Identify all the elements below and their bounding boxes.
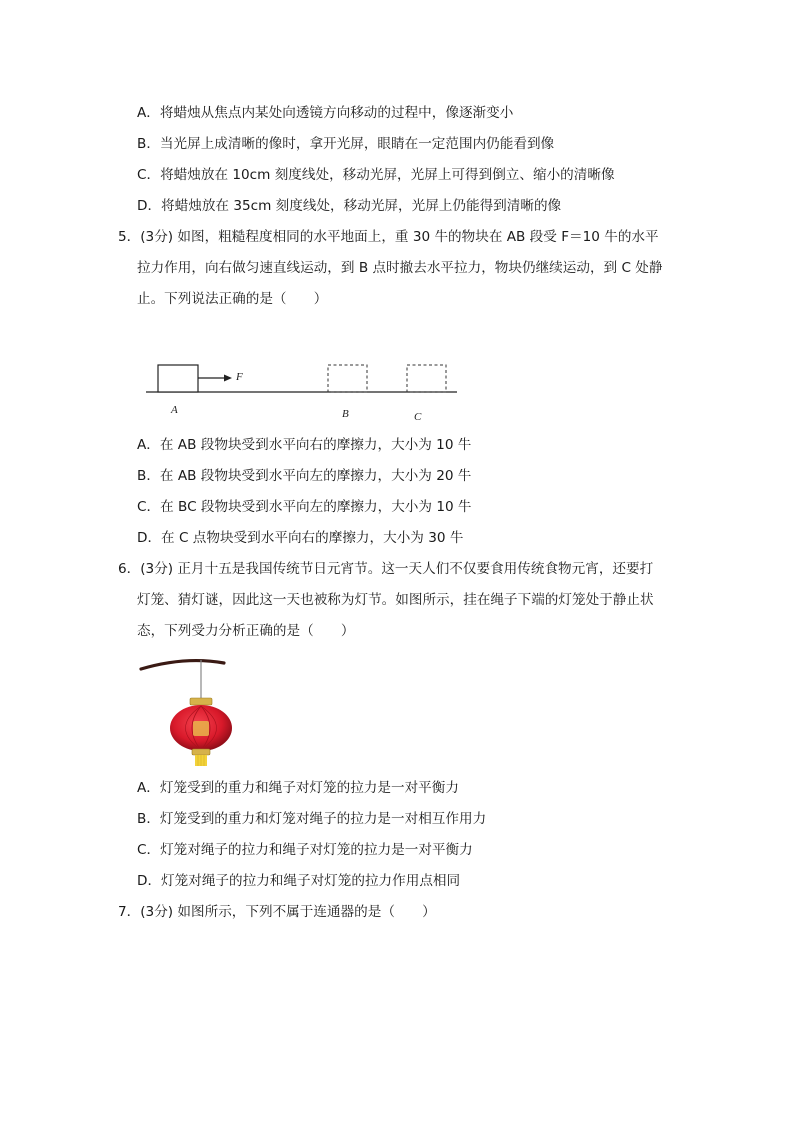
q5-stem-line1: 5．(3分) 如图，粗糙程度相同的水平地面上，重 30 牛的物块在 AB 段受 F＝10 牛的水平 — [118, 229, 659, 245]
q5-stem-line3: 止。下列说法正确的是（ ） — [137, 291, 328, 307]
q4-option-c: C．将蜡烛放在 10cm 刻度线处，移动光屏，光屏上可得到倒立、缩小的清晰像 — [137, 167, 615, 183]
q6-option-c: C．灯笼对绳子的拉力和绳子对灯笼的拉力是一对平衡力 — [137, 842, 473, 858]
q5-option-a: A．在 AB 段物块受到水平向右的摩擦力，大小为 10 牛 — [137, 437, 472, 453]
lantern-top-cap — [190, 698, 212, 705]
q4-option-d: D．将蜡烛放在 35cm 刻度线处，移动光屏，光屏上仍能得到清晰的像 — [137, 198, 562, 214]
q5-stem-line2: 拉力作用，向右做匀速直线运动，到 B 点时撤去水平拉力，物块仍继续运动，到 C 处静 — [137, 260, 663, 276]
q4-option-a: A．将蜡烛从焦点内某处向透镜方向移动的过程中，像逐渐变小 — [137, 105, 514, 121]
q6-stem-line3: 态，下列受力分析正确的是（ ） — [137, 623, 355, 639]
q5-option-b: B．在 AB 段物块受到水平向左的摩擦力，大小为 20 牛 — [137, 468, 472, 484]
q5-option-d: D．在 C 点物块受到水平向右的摩擦力，大小为 30 牛 — [137, 530, 464, 546]
lantern-tassel — [195, 755, 207, 766]
q6-stem-line2: 灯笼、猜灯谜，因此这一天也被称为灯节。如图所示，挂在绳子下端的灯笼处于静止状 — [137, 592, 654, 608]
lantern-emblem — [193, 721, 209, 736]
q6-option-b: B．灯笼受到的重力和灯笼对绳子的拉力是一对相互作用力 — [137, 811, 487, 827]
force-arrow-head — [224, 375, 232, 382]
pole-icon — [141, 661, 224, 669]
block-c-dashed — [407, 365, 446, 392]
q5-option-c: C．在 BC 段物块受到水平向左的摩擦力，大小为 10 牛 — [137, 499, 472, 515]
q7-stem-line1: 7．(3分) 如图所示，下列不属于连通器的是（ ） — [118, 904, 436, 920]
block-b-dashed — [328, 365, 367, 392]
label-c: C — [414, 411, 422, 423]
q6-stem-line1: 6．(3分) 正月十五是我国传统节日元宵节。这一天人们不仅要食用传统食物元宵，还要打 — [118, 561, 654, 577]
block-a — [158, 365, 198, 392]
q4-option-b: B．当光屏上成清晰的像时，拿开光屏，眼睛在一定范围内仍能看到像 — [137, 136, 555, 152]
q6-option-a: A．灯笼受到的重力和绳子对灯笼的拉力是一对平衡力 — [137, 780, 459, 796]
lantern-bottom-cap — [192, 749, 210, 755]
force-label: F — [236, 371, 243, 383]
label-a: A — [171, 404, 178, 416]
q6-option-d: D．灯笼对绳子的拉力和绳子对灯笼的拉力作用点相同 — [137, 873, 461, 889]
lantern-body — [170, 705, 232, 751]
label-b: B — [342, 408, 349, 420]
